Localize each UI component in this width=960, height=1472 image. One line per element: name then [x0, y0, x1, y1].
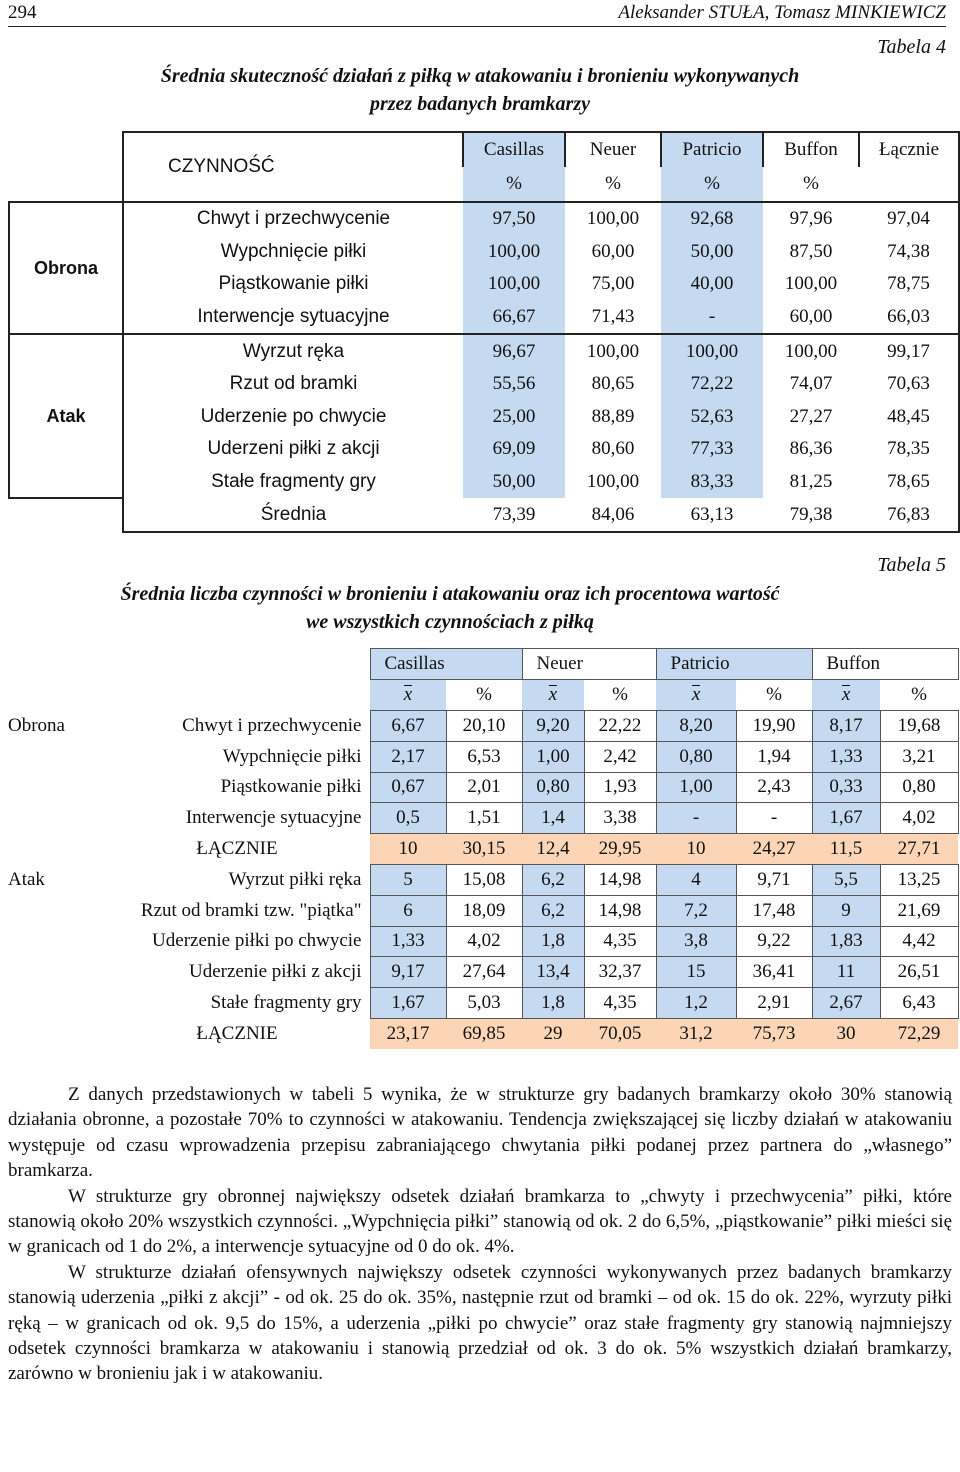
empty-cell — [8, 988, 112, 1019]
value-cell: 97,04 — [859, 202, 959, 236]
value-cell: 6,2 — [522, 864, 584, 895]
value-cell: 32,37 — [584, 957, 656, 988]
activity-label: Rzut od bramki tzw. "piątka" — [140, 899, 362, 921]
mean-symbol-cell — [656, 680, 736, 711]
value-cell: 1,93 — [584, 772, 656, 803]
value-cell: 1,8 — [522, 988, 584, 1019]
value-cell: 72,22 — [661, 368, 763, 401]
empty-cell — [9, 498, 123, 532]
activity-label: Stałe fragmenty gry — [123, 466, 463, 499]
table4-title — [0, 62, 960, 118]
table-row — [9, 301, 959, 335]
value-cell: 60,00 — [789, 306, 833, 328]
value-cell: 1,51 — [446, 803, 522, 834]
value-cell: 13,25 — [880, 864, 958, 895]
total-value: 29 — [522, 1018, 584, 1048]
activity-label: Wyrzut piłki ręka — [228, 868, 362, 890]
total-row — [8, 1018, 958, 1048]
value-cell: 74,38 — [859, 236, 959, 269]
value-cell: 97,96 — [763, 202, 859, 236]
paragraph: W strukturze działań ofensywnych największy odsetek czynności wykonywanych przez badanych bramkarzy stanowią uderzenia „piłki z akcji” - od ok. 25 do ok. 35%, następnie rzut od bramki – od ok. 15 do ok. 22%, wyrzuty piłki ręką – w granicach od ok. 9,5 do 15%, a uderzenia „piłki po chwycie” oraz stałe fragmenty gry stanowią najmniejszy odsetek czynności bramkarza w atakowaniu i stanowią przedział od ok. 3 do ok. 5% wszystkich działań bramkarzy, zarówno w bronieniu jak i w atakowaniu. — [8, 1261, 952, 1385]
total-value: 27,71 — [880, 834, 958, 865]
value-cell: 4,42 — [880, 926, 958, 957]
table-row — [8, 772, 958, 803]
unit-cell: % — [463, 167, 565, 202]
value-cell: 100,00 — [661, 334, 763, 368]
value-cell: 3,21 — [880, 741, 958, 772]
value-cell: 14,98 — [584, 895, 656, 926]
value-cell: 4,02 — [446, 926, 522, 957]
total-label: ŁĄCZNIE — [196, 838, 278, 860]
value-cell: 1,33 — [812, 741, 880, 772]
empty-cell — [8, 1018, 112, 1048]
total-value: 30,15 — [446, 834, 522, 865]
paragraph: Z danych przedstawionych w tabeli 5 wynika, że w strukturze gry badanych bramkarzy około 30% stanowią działania obronne, a pozostałe 70% to czynności w atakowaniu. Tendencja zwiększającej się liczby działań w atakowaniu występuje od czasu wprowadzenia przepisu zabraniającego chwytania piłki podanej przez partnera do „własnego” bramkarza. — [8, 1084, 952, 1182]
activity-label: Piąstkowanie piłki — [220, 776, 362, 798]
value-cell: 7,2 — [656, 895, 736, 926]
value-cell: 78,75 — [859, 268, 959, 301]
group-label: Obrona — [8, 714, 65, 736]
table-row — [8, 926, 958, 957]
paragraph: W strukturze gry obronnej największy odsetek działań bramkarza to „chwyty i przechwycenia” piłki, które stanowią około 20% wszystkich czynności. „Wypchnięcia piłki” stanowią od ok. 2 do 6,5%, „piąstkowanie” piłki mieści się w granicach od 1 do 2%, a interwencje sytuacyjne od 0 do ok. 4%. — [8, 1185, 952, 1258]
table-row — [9, 236, 959, 269]
col-header-activity: CZYNNOŚĆ — [123, 132, 463, 202]
value-cell: 87,50 — [789, 240, 833, 262]
activity-label: Interwencje sytuacyjne — [185, 807, 362, 829]
empty-cell — [8, 895, 112, 926]
empty-cell — [8, 741, 112, 772]
col-header-player: Casillas — [370, 649, 522, 680]
col-header-player: Neuer — [565, 132, 661, 167]
value-cell: 19,68 — [880, 711, 958, 742]
value-cell: 78,35 — [859, 433, 959, 466]
value-cell: 6,53 — [446, 741, 522, 772]
value-cell: 80,65 — [591, 373, 635, 395]
value-cell: 27,27 — [789, 405, 833, 427]
value-cell: 1,67 — [812, 803, 880, 834]
activity-label: Uderzenie piłki po chwycie — [152, 930, 362, 952]
page-header — [8, 0, 946, 27]
value-cell: 1,00 — [522, 741, 584, 772]
value-cell: 1,33 — [370, 926, 446, 957]
empty-cell — [8, 957, 112, 988]
value-cell: 2,91 — [736, 988, 812, 1019]
value-cell: 50,00 — [463, 466, 565, 499]
table-row — [8, 957, 958, 988]
group-label: Atak — [9, 334, 123, 498]
table5-title-line2: we wszystkich czynnościach z piłką — [306, 611, 594, 633]
total-value: 31,2 — [656, 1018, 736, 1048]
total-value: 69,85 — [446, 1018, 522, 1048]
table-row — [8, 711, 958, 742]
col-header-player: Łącznie — [859, 132, 959, 167]
value-cell: - — [661, 301, 763, 335]
value-cell: 9,22 — [736, 926, 812, 957]
value-cell: 2,01 — [446, 772, 522, 803]
value-cell: 18,09 — [446, 895, 522, 926]
activity-label: Piąstkowanie piłki — [123, 268, 463, 301]
table-row — [9, 202, 959, 236]
value-cell: 100,00 — [763, 334, 859, 368]
col-header-player: Casillas — [463, 132, 565, 167]
activity-label: Wypchnięcie piłki — [123, 236, 463, 269]
table5-title — [0, 580, 930, 636]
activity-label: Chwyt i przechwycenie — [182, 714, 362, 736]
total-row — [8, 834, 958, 865]
table-row — [9, 268, 959, 301]
table-row — [8, 741, 958, 772]
value-cell: 66,67 — [463, 301, 565, 335]
table-row — [8, 988, 958, 1019]
value-cell: 27,64 — [446, 957, 522, 988]
value-cell: 1,94 — [736, 741, 812, 772]
total-value: 30 — [812, 1018, 880, 1048]
mean-symbol: x — [691, 684, 701, 705]
value-cell: 1,2 — [656, 988, 736, 1019]
unit-cell: % — [661, 167, 763, 202]
table-row — [9, 401, 959, 434]
mean-symbol-cell — [522, 680, 584, 711]
table5 — [8, 648, 959, 1049]
total-value: 10 — [656, 834, 736, 865]
mean-symbol: x — [841, 684, 851, 705]
value-cell: 0,80 — [522, 772, 584, 803]
table-row — [9, 334, 959, 368]
total-value: 75,73 — [736, 1018, 812, 1048]
total-value: 10 — [370, 834, 446, 865]
value-cell: 6 — [370, 895, 446, 926]
value-cell: 100,00 — [565, 202, 661, 236]
value-cell: 9 — [812, 895, 880, 926]
value-cell: 1,00 — [656, 772, 736, 803]
value-cell: 17,48 — [736, 895, 812, 926]
unit-cell: % — [803, 173, 819, 194]
value-cell: 2,43 — [736, 772, 812, 803]
page-number: 294 — [8, 2, 37, 23]
percent-symbol: % — [911, 684, 927, 705]
value-cell: 3,8 — [656, 926, 736, 957]
value-cell: 9,20 — [522, 711, 584, 742]
value-cell: 99,17 — [859, 334, 959, 368]
unit-cell — [859, 167, 959, 202]
table-row — [9, 368, 959, 401]
value-cell: 4,35 — [584, 926, 656, 957]
value-cell: 78,65 — [859, 466, 959, 499]
empty-cell — [8, 834, 112, 865]
value-cell: 20,10 — [446, 711, 522, 742]
activity-label: Wypchnięcie piłki — [222, 745, 362, 767]
total-value: 29,95 — [584, 834, 656, 865]
value-cell: 88,89 — [591, 405, 635, 427]
value-cell: 15 — [656, 957, 736, 988]
value-cell: 0,33 — [812, 772, 880, 803]
value-cell: 4,02 — [880, 803, 958, 834]
total-label: ŁĄCZNIE — [196, 1022, 278, 1044]
total-value: 11,5 — [812, 834, 880, 865]
value-cell: 21,69 — [880, 895, 958, 926]
activity-label: Uderzenie po chwycie — [123, 401, 463, 434]
table4-average-row — [9, 498, 959, 532]
mean-symbol-cell — [370, 680, 446, 711]
value-cell: 6,67 — [370, 711, 446, 742]
empty-cell — [8, 926, 112, 957]
value-cell: 100,00 — [586, 471, 640, 493]
value-cell: 75,00 — [591, 273, 635, 295]
value-cell: 60,00 — [591, 240, 635, 262]
average-value: 63,13 — [661, 498, 763, 532]
value-cell: 15,08 — [446, 864, 522, 895]
activity-label: Chwyt i przechwycenie — [123, 202, 463, 236]
value-cell: 40,00 — [661, 268, 763, 301]
table5-symbols-row — [8, 680, 958, 711]
value-cell: 2,67 — [812, 988, 880, 1019]
mean-symbol: x — [548, 684, 558, 705]
value-cell: 9,17 — [370, 957, 446, 988]
value-cell: 66,03 — [859, 301, 959, 335]
col-header-player: Neuer — [522, 649, 656, 680]
body-text — [8, 1082, 952, 1387]
empty-cell — [9, 132, 123, 167]
running-head-authors: Aleksander STUŁA, Tomasz MINKIEWICZ — [618, 2, 946, 23]
table4 — [8, 131, 960, 533]
total-value: 23,17 — [370, 1018, 446, 1048]
activity-label: Uderzenie piłki z akcji — [188, 961, 362, 983]
col-header-player: Buffon — [763, 132, 859, 167]
table-row — [8, 895, 958, 926]
value-cell: 14,98 — [584, 864, 656, 895]
table-row — [8, 864, 958, 895]
value-cell: 1,8 — [522, 926, 584, 957]
table-row — [9, 466, 959, 499]
empty-cell — [112, 649, 370, 680]
value-cell: 96,67 — [463, 334, 565, 368]
value-cell: 69,09 — [463, 433, 565, 466]
value-cell: 77,33 — [661, 433, 763, 466]
table4-title-line2: przez badanych bramkarzy — [369, 93, 590, 115]
value-cell: 92,68 — [661, 202, 763, 236]
value-cell: 2,42 — [584, 741, 656, 772]
percent-symbol: % — [766, 684, 782, 705]
group-label: Atak — [8, 868, 45, 890]
value-cell: 70,63 — [859, 368, 959, 401]
activity-label: Wyrzut ręka — [123, 334, 463, 368]
value-cell: 25,00 — [463, 401, 565, 434]
value-cell: - — [736, 803, 812, 834]
value-cell: 6,2 — [522, 895, 584, 926]
value-cell: 0,80 — [656, 741, 736, 772]
col-header-player: Patricio — [661, 132, 763, 167]
total-value: 12,4 — [522, 834, 584, 865]
value-cell: 5,03 — [446, 988, 522, 1019]
value-cell: 100,00 — [565, 334, 661, 368]
value-cell: 3,38 — [584, 803, 656, 834]
value-cell: 4 — [656, 864, 736, 895]
empty-cell — [8, 649, 112, 680]
total-value: 24,27 — [736, 834, 812, 865]
value-cell: 19,90 — [736, 711, 812, 742]
mean-symbol: x — [403, 684, 413, 705]
group-label: Obrona — [9, 202, 123, 334]
table5-label: Tabela 5 — [877, 554, 946, 576]
value-cell: 22,22 — [584, 711, 656, 742]
value-cell: 8,17 — [812, 711, 880, 742]
empty-cell — [9, 167, 123, 202]
activity-label: Uderzeni piłki z akcji — [123, 433, 463, 466]
activity-label: Rzut od bramki — [123, 368, 463, 401]
value-cell: 100,00 — [463, 236, 565, 269]
col-header-player: Buffon — [812, 649, 958, 680]
col-header-player: Patricio — [656, 649, 812, 680]
unit-cell: % — [605, 173, 621, 194]
value-cell: 74,07 — [789, 373, 833, 395]
value-cell: 50,00 — [661, 236, 763, 269]
table4-title-line1: Średnia skuteczność działań z piłką w atakowaniu i bronieniu wykonywanych — [160, 65, 800, 87]
value-cell: 0,80 — [880, 772, 958, 803]
empty-cell — [112, 680, 370, 711]
value-cell: 100,00 — [463, 268, 565, 301]
percent-symbol: % — [476, 684, 492, 705]
value-cell: 4,35 — [584, 988, 656, 1019]
value-cell: 9,71 — [736, 864, 812, 895]
value-cell: 1,4 — [522, 803, 584, 834]
value-cell: 11 — [812, 957, 880, 988]
value-cell: 26,51 — [880, 957, 958, 988]
average-value: 73,39 — [463, 498, 565, 532]
total-value: 70,05 — [584, 1018, 656, 1048]
value-cell: 36,41 — [736, 957, 812, 988]
value-cell: 48,45 — [859, 401, 959, 434]
table-row — [9, 433, 959, 466]
table4-header-row — [9, 132, 959, 167]
value-cell: 71,43 — [591, 306, 635, 328]
value-cell: 97,50 — [463, 202, 565, 236]
total-value: 72,29 — [880, 1018, 958, 1048]
average-label: Średnia — [123, 498, 463, 532]
value-cell: 1,83 — [812, 926, 880, 957]
value-cell: 5 — [370, 864, 446, 895]
empty-cell — [8, 772, 112, 803]
value-cell: 6,43 — [880, 988, 958, 1019]
value-cell: 86,36 — [789, 438, 833, 460]
activity-label: Interwencje sytuacyjne — [123, 301, 463, 335]
value-cell: 2,17 — [370, 741, 446, 772]
empty-cell — [8, 803, 112, 834]
value-cell: 83,33 — [661, 466, 763, 499]
value-cell: 80,60 — [591, 438, 635, 460]
value-cell: 0,67 — [370, 772, 446, 803]
value-cell: 55,56 — [463, 368, 565, 401]
average-value: 79,38 — [763, 498, 859, 532]
empty-cell — [8, 680, 112, 711]
value-cell: 52,63 — [661, 401, 763, 434]
mean-symbol-cell — [812, 680, 880, 711]
value-cell: 8,20 — [656, 711, 736, 742]
table-row — [8, 803, 958, 834]
average-value: 84,06 — [565, 498, 661, 532]
percent-symbol: % — [612, 684, 628, 705]
value-cell: 0,5 — [370, 803, 446, 834]
value-cell: 5,5 — [812, 864, 880, 895]
value-cell: 100,00 — [784, 273, 838, 295]
value-cell: 13,4 — [522, 957, 584, 988]
value-cell: 1,67 — [370, 988, 446, 1019]
average-value: 76,83 — [859, 498, 959, 532]
table5-header-row — [8, 649, 958, 680]
activity-label: Stałe fragmenty gry — [210, 992, 362, 1014]
table5-title-line1: Średnia liczba czynności w bronieniu i atakowaniu oraz ich procentowa wartość — [120, 583, 780, 605]
value-cell: 81,25 — [789, 471, 833, 493]
value-cell: - — [656, 803, 736, 834]
table4-label: Tabela 4 — [877, 36, 946, 58]
